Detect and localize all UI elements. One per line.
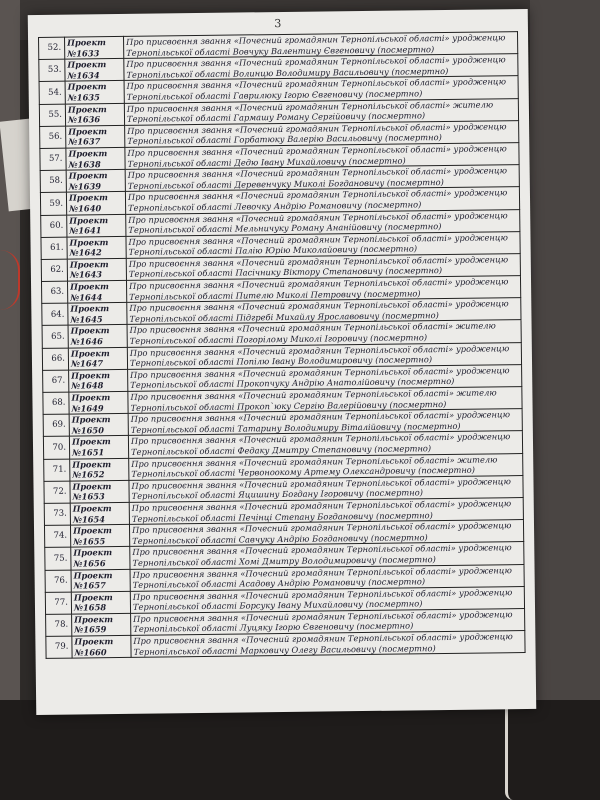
resolution-line-1: Про присвоєння звання «Почесний громадянин Тернопільської області» уродженцю	[127, 165, 508, 180]
project-label: Проект	[73, 591, 113, 603]
project-code: №1644	[70, 291, 103, 303]
resolution-line-1: Про присвоєння звання «Почесний громадянин Тернопільської області» уродженцю	[128, 276, 509, 291]
page-number: 3	[274, 16, 282, 31]
project-code: №1635	[67, 92, 100, 103]
project-code: №1645	[70, 314, 103, 325]
row-number: 67.	[43, 370, 69, 393]
project-code: №1655	[73, 535, 106, 547]
row-number: 59.	[40, 192, 66, 215]
project-cell	[72, 613, 131, 636]
resolution-line-2: Тернопільської області Прокоп`юку Сергію Валерійовичу (посмертно)	[130, 398, 447, 413]
resolution-line-2: Тернопільської області Печінці Степану Богдановичу (посмертно)	[131, 509, 433, 524]
project-label: Проект	[71, 369, 111, 381]
project-label: Проект	[71, 392, 111, 403]
resolution-line-1: Про присвоєння звання «Почесний громадянин Тернопільської області» уродженцю	[126, 76, 507, 92]
project-label: Проект	[68, 148, 108, 159]
project-cell	[68, 347, 127, 370]
row-number: 78.	[46, 614, 72, 637]
project-cell	[65, 103, 124, 126]
project-label: Проект	[69, 214, 109, 226]
project-cell	[71, 591, 130, 614]
resolution-line-2: Тернопільської області Вовчуку Валентину Євгеновичу (посмертно)	[126, 43, 435, 58]
project-cell	[70, 525, 129, 548]
row-number: 74.	[44, 525, 70, 548]
resolution-line-2: Тернопільської області Борсуку Івану Михайловичу (посмертно)	[132, 598, 423, 613]
resolution-line-1: Про присвоєння звання «Почесний громадянин Тернопільської області» уродженцю	[132, 542, 512, 558]
row-number: 54.	[39, 82, 65, 105]
resolution-line-1: Про присвоєння звання «Почесний громадянин Тернопільської області» уродженцю	[133, 609, 513, 624]
resolution-line-1: Про присвоєння звання «Почесний громадянин Тернопільської області» уродженцю	[128, 254, 509, 269]
project-label: Проект	[67, 103, 107, 115]
row-number: 77.	[45, 592, 71, 615]
project-cell	[69, 369, 128, 392]
resolution-line-2: Тернопільської області Татарину Володимиру Віталійовичу (посмертно)	[130, 420, 461, 435]
row-number: 64.	[42, 303, 68, 326]
resolution-line-1: Про присвоєння звання «Почесний громадянин Тернопільської області» уродженцю	[130, 409, 511, 425]
project-label: Проект	[72, 458, 112, 470]
project-cell	[68, 303, 127, 326]
resolution-line-2: Тернопільської області Хомі Дмитру Володимировичу (посмертно)	[132, 554, 436, 568]
resolution-line-2: Тернопільської області Марковичу Олегу Васильовичу (посмертно)	[133, 642, 436, 657]
project-label: Проект	[74, 636, 114, 647]
project-code: №1634	[67, 69, 100, 81]
project-code: №1647	[70, 358, 104, 369]
resolution-line-2: Тернопільської області Попілю Івану Володимировичу (посмертно)	[129, 354, 433, 369]
resolution-line-2: Тернопільської області Асадову Андрію Романовичу (посмертно)	[132, 576, 426, 590]
resolution-line-2: Тернопільської області Луцяку Ігорю Євгеновичу (посмертно)	[133, 620, 414, 635]
project-label: Проект	[72, 525, 112, 536]
resolution-line-2: Тернопільської області Пасічнику Віктору Степановичу (посмертно)	[128, 265, 443, 280]
project-label: Проект	[74, 613, 114, 625]
resolution-line-1: Про присвоєння звання «Почесний громадянин Тернопільської області» уродженцю	[128, 209, 508, 225]
resolution-line-2: Тернопільської області Волинцю Володимиру Васильовичу (посмертно)	[126, 65, 449, 80]
project-code: №1637	[68, 136, 101, 147]
row-number: 79.	[46, 636, 72, 659]
row-number: 66.	[42, 348, 68, 371]
resolution-line-2: Тернопільської області Погорілому Миколі Ігоровичу (посмертно)	[129, 332, 428, 346]
project-cell	[69, 436, 128, 459]
resolution-line-2: Тернопільської області Гармашу Роману Сергійовичу (посмертно)	[126, 110, 426, 125]
row-number: 69.	[43, 414, 69, 437]
project-label: Проект	[73, 547, 113, 558]
row-number: 72.	[44, 481, 70, 504]
project-label: Проект	[73, 569, 113, 581]
project-label: Проект	[71, 414, 111, 425]
project-label: Проект	[68, 170, 108, 181]
project-code: №1651	[72, 447, 105, 458]
project-code: №1633	[67, 47, 100, 59]
project-label: Проект	[68, 125, 108, 137]
project-cell	[71, 569, 130, 592]
row-number: 65.	[42, 326, 68, 349]
project-code: №1648	[71, 380, 104, 391]
project-cell	[71, 547, 130, 570]
row-number: 53.	[39, 59, 65, 82]
project-cell	[65, 36, 124, 59]
table-row	[46, 631, 525, 659]
white-cable	[505, 700, 528, 800]
row-number: 62.	[41, 259, 67, 282]
resolution-line-1: Про присвоєння звання «Почесний громадянин Тернопільської області» уродженцю	[127, 143, 507, 158]
project-code: №1652	[72, 469, 105, 480]
resolution-line-2: Тернопільської області Пителю Миколі Петровичу (посмертно)	[129, 287, 421, 302]
project-code: №1649	[71, 402, 104, 414]
resolution-line-1: Про присвоєння звання «Почесний громадянин Тернопільської області» уродженцю	[131, 475, 511, 491]
project-cell	[68, 325, 127, 348]
background-right	[530, 0, 600, 800]
project-label: Проект	[67, 59, 107, 70]
row-number: 60.	[41, 215, 67, 238]
project-label: Проект	[72, 503, 112, 514]
project-label: Проект	[72, 480, 112, 492]
project-code: №1660	[74, 646, 107, 658]
resolution-line-1: Про присвоєння звання «Почесний громадянин Тернопільської області» уродженцю	[130, 431, 511, 447]
resolution-line-2: Тернопільської області Дедю Івану Михайловичу (посмертно)	[127, 155, 406, 169]
resolution-line-2: Тернопільської області Червоноокому Артему Олександровичу (посмертно)	[131, 464, 476, 480]
project-label: Проект	[67, 81, 107, 92]
project-label: Проект	[68, 192, 108, 203]
project-cell	[65, 81, 124, 104]
project-label: Проект	[69, 236, 109, 248]
resolution-line-2: Тернопільської області Гаврилюку Ігорю Євгеновичу (посмертно)	[126, 88, 423, 102]
project-cell	[66, 147, 125, 170]
project-cell	[69, 391, 128, 414]
row-number: 73.	[44, 503, 70, 526]
project-cell	[65, 59, 124, 82]
project-label: Проект	[70, 303, 110, 314]
project-cell	[70, 480, 129, 503]
agenda-table	[38, 31, 526, 659]
project-code: №1659	[74, 624, 107, 636]
resolution-line-2: Тернопільської області Прокопчуку Андрію Анатолійовичу (посмертно)	[130, 376, 455, 391]
project-code: №1636	[67, 114, 101, 125]
project-label: Проект	[70, 347, 110, 359]
project-code: №1650	[71, 424, 105, 436]
resolution-line-2: Тернопільської області Федаку Дмитру Степановичу (посмертно)	[131, 443, 432, 457]
resolution-line-2: Тернопільської області Мельничуку Роману Ананійовичу (посмертно)	[128, 221, 442, 235]
resolution-line-1: Про присвоєння звання «Почесний громадянин Тернопільської області» жителю	[129, 320, 496, 336]
resolution-line-2: Тернопільської області Підгребі Михайлу Ярославовичу (посмертно)	[129, 309, 439, 324]
resolution-line-1: Про присвоєння звання «Почесний громадянин Тернопільської області» уродженцю	[130, 365, 510, 380]
project-cell	[67, 214, 126, 237]
row-number: 63.	[41, 281, 67, 304]
row-number: 68.	[43, 392, 69, 415]
resolution-line-1: Про присвоєння звання «Почесний громадянин Тернопільської області» жителю	[130, 387, 497, 402]
project-code: №1646	[70, 336, 103, 347]
project-cell	[67, 236, 126, 259]
row-number: 71.	[44, 459, 70, 482]
resolution-line-1: Про присвоєння звання «Почесний громадянин Тернопільської області» уродженцю	[129, 342, 510, 358]
resolution-line-1: Про присвоєння звання «Почесний громадянин Тернопільської області» уродженцю	[128, 231, 508, 247]
resolution-line-1: Про присвоєння звання «Почесний громадянин Тернопільської області» уродженцю	[131, 498, 512, 513]
resolution-line-1: Про присвоєння звання «Почесний громадянин Тернопільської області» уродженцю	[132, 586, 513, 602]
project-code: №1640	[69, 203, 102, 214]
resolution-line-1: Про присвоєння звання «Почесний громадянин Тернопільської області» уродженцю	[132, 564, 513, 580]
project-code: №1639	[68, 180, 102, 192]
project-cell	[69, 414, 128, 437]
project-label: Проект	[70, 281, 109, 292]
resolution-line-2: Тернопільської області Яцишину Богдану Ігоровичу (посмертно)	[131, 487, 423, 502]
project-cell	[67, 280, 126, 303]
row-number: 52.	[39, 37, 65, 60]
resolution-line-1: Про присвоєння звання «Почесний громадянин Тернопільської області» уродженцю	[127, 120, 507, 136]
row-number: 55.	[39, 104, 65, 127]
project-cell	[72, 635, 131, 658]
project-label: Проект	[69, 258, 109, 270]
project-code: №1641	[69, 225, 102, 236]
row-number: 75.	[45, 547, 71, 570]
resolution-line-1: Про присвоєння звання «Почесний громадянин Тернопільської області» уродженцю	[133, 631, 513, 646]
document-page	[28, 9, 537, 715]
row-number: 57.	[40, 148, 66, 171]
resolution-line-2: Тернопільської області Левочку Андрію Романовичу (посмертно)	[128, 199, 422, 213]
project-cell	[67, 258, 126, 281]
row-number: 70.	[43, 436, 69, 459]
project-code: №1643	[69, 269, 103, 281]
project-label: Проект	[67, 37, 106, 48]
row-number: 61.	[41, 237, 67, 260]
project-cell	[66, 170, 125, 193]
resolution-line-2: Тернопільської області Савчуку Андрію Богдановичу (посмертно)	[132, 531, 428, 546]
project-label: Проект	[71, 436, 111, 447]
project-code: №1658	[73, 602, 107, 613]
project-code: №1642	[69, 247, 102, 258]
project-code: №1654	[72, 513, 106, 525]
project-cell	[66, 192, 125, 215]
resolution-line-1: Про присвоєння звання «Почесний громадянин Тернопільської області» уродженцю	[129, 298, 509, 314]
project-cell	[70, 458, 129, 481]
row-number: 76.	[45, 570, 71, 593]
resolution-line-1: Про присвоєння звання «Почесний громадянин Тернопільської області» уродженцю	[127, 187, 508, 203]
resolution-line-1: Про присвоєння звання «Почесний громадянин Тернопільської області» жителю	[126, 98, 494, 114]
resolution-line-1: Про присвоєння звання «Почесний громадянин Тернопільської області» уродженцю	[126, 32, 506, 47]
project-code: №1638	[68, 158, 101, 170]
project-label: Проект	[70, 325, 110, 337]
resolution-line-2: Тернопільської області Палію Юрію Миколайовичу (посмертно)	[128, 243, 418, 258]
project-cell	[66, 125, 125, 148]
resolution-line-1: Про присвоєння звання «Почесний громадянин Тернопільської області» уродженцю	[131, 520, 512, 535]
project-code: №1656	[73, 558, 106, 569]
resolution-line-2: Тернопільської області Горбатюку Валерію Васильовичу (посмертно)	[127, 132, 442, 147]
resolution-line-2: Тернопільської області Деревенчуку Миколі Богдановичу (посмертно)	[127, 176, 444, 191]
resolution-line-1: Про присвоєння звання «Почесний громадянин Тернопільської області» уродженцю	[126, 54, 506, 70]
row-number: 56.	[40, 126, 66, 149]
row-number: 58.	[40, 170, 66, 193]
project-cell	[70, 502, 129, 525]
project-code: №1653	[72, 491, 105, 502]
resolution-line-1: Про присвоєння звання «Почесний громадянин Тернопільської області» жителю	[131, 453, 498, 469]
project-code: №1657	[73, 580, 106, 591]
resolution-title	[131, 631, 525, 658]
